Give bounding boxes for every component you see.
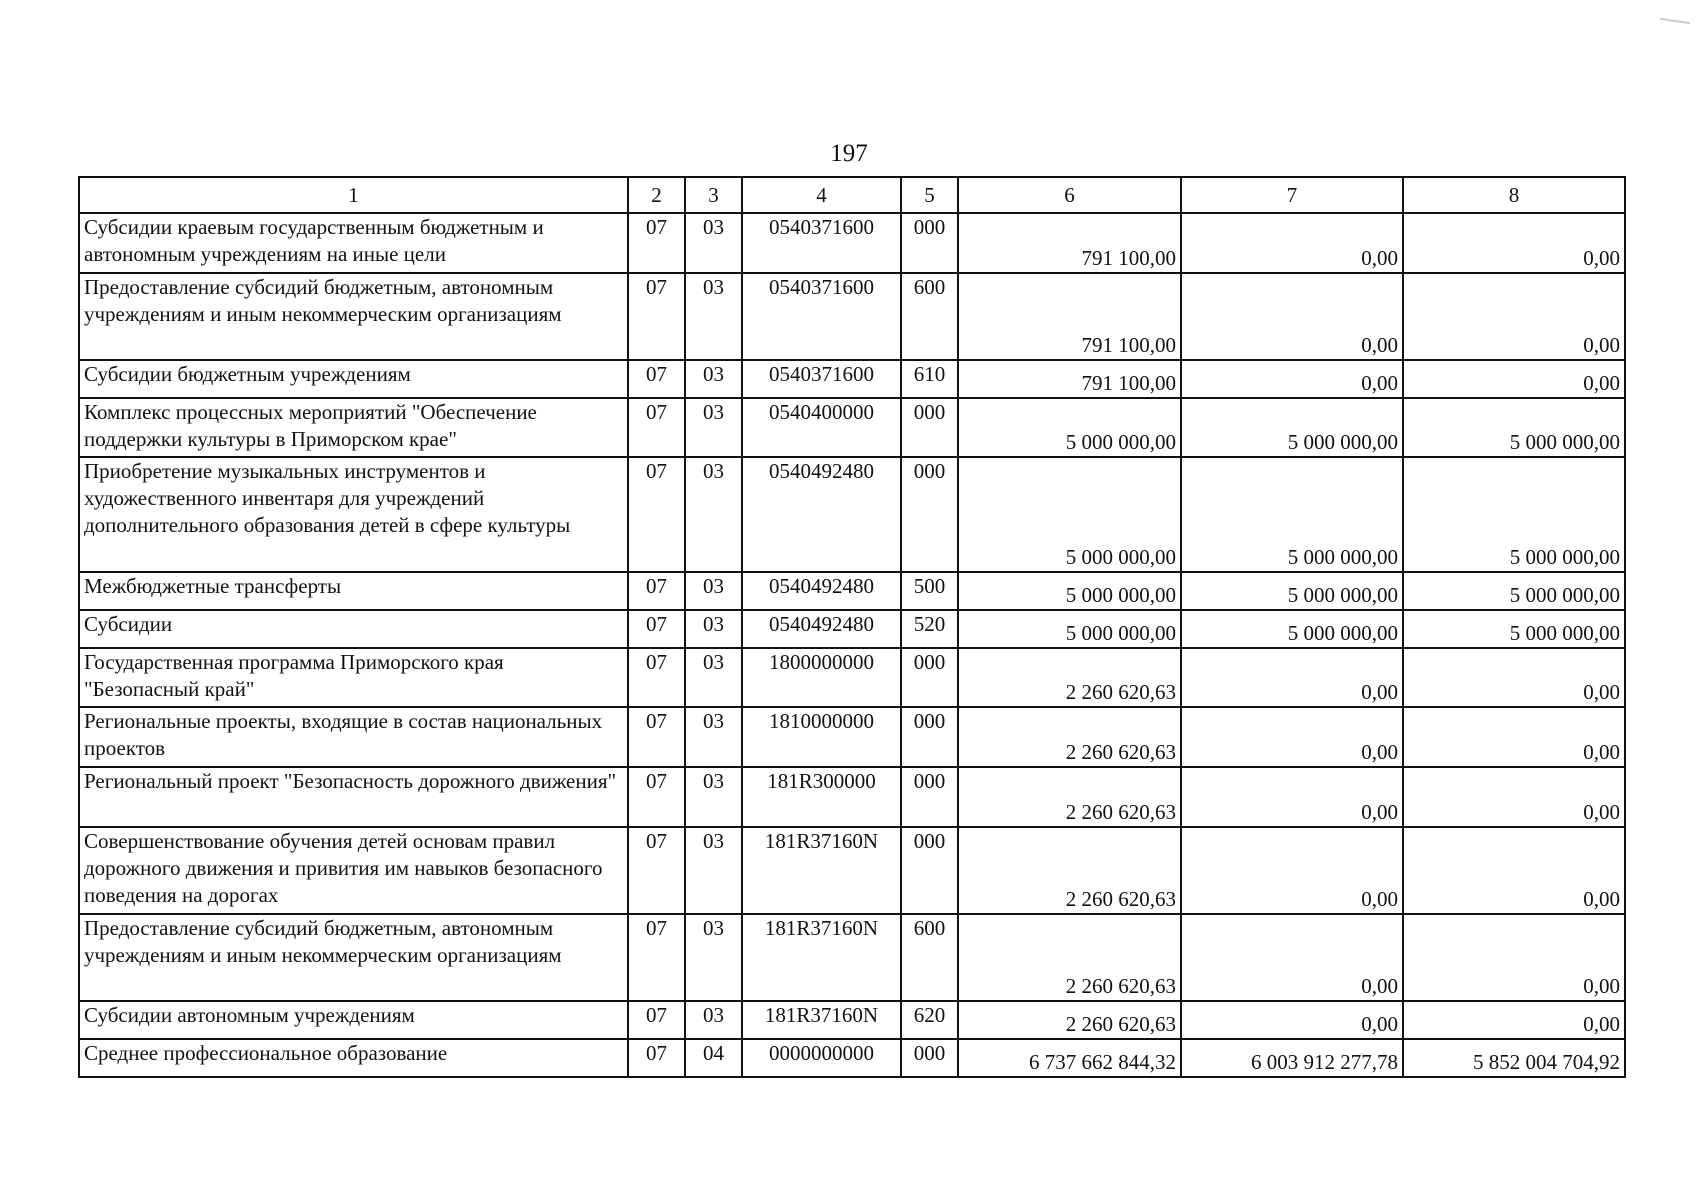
budget-table — [78, 176, 1626, 1078]
row-amount-6: 791 100,00 — [958, 360, 1181, 398]
row-target-code: 1800000000 — [742, 648, 901, 707]
row-section: 07 — [628, 360, 685, 398]
row-name: Региональный проект "Безопасность дорожного движения" — [79, 767, 628, 827]
row-expense-type: 000 — [901, 707, 958, 767]
row-expense-type: 000 — [901, 213, 958, 273]
row-amount-8: 0,00 — [1403, 767, 1625, 827]
row-name: Совершенствование обучения детей основам правил дорожного движения и привития им навыков безопасного поведения на дорогах — [79, 827, 628, 914]
row-amount-6: 5 000 000,00 — [958, 398, 1181, 457]
row-expense-type: 610 — [901, 360, 958, 398]
row-amount-6: 5 000 000,00 — [958, 457, 1181, 572]
row-amount-6: 2 260 620,63 — [958, 648, 1181, 707]
row-amount-7: 5 000 000,00 — [1181, 457, 1403, 572]
row-name: Приобретение музыкальных инструментов и художественного инвентаря для учреждений дополнительного образования детей в сфере культуры — [79, 457, 628, 572]
scan-mark — [1660, 18, 1690, 24]
row-expense-type: 620 — [901, 1001, 958, 1039]
row-target-code: 0540492480 — [742, 572, 901, 610]
header-col-3: 3 — [685, 177, 742, 213]
row-amount-7: 5 000 000,00 — [1181, 610, 1403, 648]
row-expense-type: 600 — [901, 273, 958, 360]
row-name: Субсидии бюджетным учреждениям — [79, 360, 628, 398]
row-name: Субсидии автономным учреждениям — [79, 1001, 628, 1039]
row-subsection: 04 — [685, 1039, 742, 1077]
row-section: 07 — [628, 707, 685, 767]
row-expense-type: 000 — [901, 648, 958, 707]
table-row — [79, 707, 1625, 767]
header-col-7: 7 — [1181, 177, 1403, 213]
row-amount-8: 5 000 000,00 — [1403, 398, 1625, 457]
row-amount-8: 5 000 000,00 — [1403, 610, 1625, 648]
row-amount-8: 0,00 — [1403, 914, 1625, 1001]
row-expense-type: 520 — [901, 610, 958, 648]
row-section: 07 — [628, 1039, 685, 1077]
row-amount-8: 5 000 000,00 — [1403, 457, 1625, 572]
table-row — [79, 273, 1625, 360]
table-row — [79, 457, 1625, 572]
table-row — [79, 213, 1625, 273]
row-target-code: 181R37160N — [742, 914, 901, 1001]
table-row — [79, 767, 1625, 827]
row-target-code: 0540492480 — [742, 457, 901, 572]
header-col-1: 1 — [79, 177, 628, 213]
table-row — [79, 610, 1625, 648]
row-amount-7: 0,00 — [1181, 707, 1403, 767]
header-col-4: 4 — [742, 177, 901, 213]
header-col-8: 8 — [1403, 177, 1625, 213]
row-name: Субсидии — [79, 610, 628, 648]
row-subsection: 03 — [685, 572, 742, 610]
row-amount-7: 0,00 — [1181, 1001, 1403, 1039]
row-subsection: 03 — [685, 273, 742, 360]
row-section: 07 — [628, 648, 685, 707]
row-amount-6: 5 000 000,00 — [958, 572, 1181, 610]
row-target-code: 0000000000 — [742, 1039, 901, 1077]
row-subsection: 03 — [685, 648, 742, 707]
row-amount-7: 0,00 — [1181, 767, 1403, 827]
row-amount-7: 0,00 — [1181, 648, 1403, 707]
table-row — [79, 914, 1625, 1001]
row-amount-8: 0,00 — [1403, 273, 1625, 360]
row-name: Предоставление субсидий бюджетным, автономным учреждениям и иным некоммерческим организациям — [79, 914, 628, 1001]
row-expense-type: 000 — [901, 767, 958, 827]
row-section: 07 — [628, 398, 685, 457]
row-section: 07 — [628, 914, 685, 1001]
row-subsection: 03 — [685, 1001, 742, 1039]
row-amount-8: 5 000 000,00 — [1403, 572, 1625, 610]
row-expense-type: 000 — [901, 457, 958, 572]
row-expense-type: 600 — [901, 914, 958, 1001]
row-subsection: 03 — [685, 827, 742, 914]
row-section: 07 — [628, 610, 685, 648]
row-amount-6: 2 260 620,63 — [958, 914, 1181, 1001]
row-amount-6: 2 260 620,63 — [958, 1001, 1181, 1039]
row-amount-8: 0,00 — [1403, 827, 1625, 914]
row-amount-7: 0,00 — [1181, 213, 1403, 273]
row-target-code: 181R37160N — [742, 827, 901, 914]
row-target-code: 0540371600 — [742, 273, 901, 360]
row-section: 07 — [628, 767, 685, 827]
row-section: 07 — [628, 572, 685, 610]
row-expense-type: 000 — [901, 1039, 958, 1077]
table-row — [79, 572, 1625, 610]
row-amount-6: 2 260 620,63 — [958, 827, 1181, 914]
row-subsection: 03 — [685, 360, 742, 398]
row-name: Субсидии краевым государственным бюджетным и автономным учреждениям на иные цели — [79, 213, 628, 273]
row-name: Комплекс процессных мероприятий "Обеспечение поддержки культуры в Приморском крае" — [79, 398, 628, 457]
table-row — [79, 648, 1625, 707]
row-amount-7: 0,00 — [1181, 273, 1403, 360]
row-subsection: 03 — [685, 707, 742, 767]
row-target-code: 0540371600 — [742, 213, 901, 273]
row-section: 07 — [628, 273, 685, 360]
row-subsection: 03 — [685, 767, 742, 827]
row-subsection: 03 — [685, 610, 742, 648]
row-section: 07 — [628, 1001, 685, 1039]
table-row — [79, 360, 1625, 398]
row-amount-8: 0,00 — [1403, 1001, 1625, 1039]
row-subsection: 03 — [685, 914, 742, 1001]
row-target-code: 0540492480 — [742, 610, 901, 648]
row-section: 07 — [628, 827, 685, 914]
row-amount-7: 6 003 912 277,78 — [1181, 1039, 1403, 1077]
table-row — [79, 1039, 1625, 1077]
row-target-code: 181R300000 — [742, 767, 901, 827]
row-target-code: 0540400000 — [742, 398, 901, 457]
page-number: 197 — [830, 140, 868, 167]
row-target-code: 181R37160N — [742, 1001, 901, 1039]
row-amount-8: 0,00 — [1403, 360, 1625, 398]
row-expense-type: 000 — [901, 827, 958, 914]
table-row — [79, 827, 1625, 914]
row-target-code: 1810000000 — [742, 707, 901, 767]
row-name: Предоставление субсидий бюджетным, автономным учреждениям и иным некоммерческим организациям — [79, 273, 628, 360]
row-amount-6: 2 260 620,63 — [958, 767, 1181, 827]
row-amount-6: 2 260 620,63 — [958, 707, 1181, 767]
header-col-2: 2 — [628, 177, 685, 213]
row-amount-7: 5 000 000,00 — [1181, 398, 1403, 457]
row-amount-7: 5 000 000,00 — [1181, 572, 1403, 610]
row-amount-7: 0,00 — [1181, 827, 1403, 914]
row-expense-type: 000 — [901, 398, 958, 457]
row-section: 07 — [628, 457, 685, 572]
row-name: Региональные проекты, входящие в состав национальных проектов — [79, 707, 628, 767]
row-amount-7: 0,00 — [1181, 360, 1403, 398]
row-subsection: 03 — [685, 457, 742, 572]
header-col-5: 5 — [901, 177, 958, 213]
row-amount-7: 0,00 — [1181, 914, 1403, 1001]
row-amount-6: 791 100,00 — [958, 273, 1181, 360]
table-row — [79, 1001, 1625, 1039]
row-amount-8: 5 852 004 704,92 — [1403, 1039, 1625, 1077]
row-amount-6: 6 737 662 844,32 — [958, 1039, 1181, 1077]
row-subsection: 03 — [685, 213, 742, 273]
row-name: Межбюджетные трансферты — [79, 572, 628, 610]
row-amount-8: 0,00 — [1403, 648, 1625, 707]
header-row — [79, 177, 1625, 213]
row-target-code: 0540371600 — [742, 360, 901, 398]
row-amount-8: 0,00 — [1403, 213, 1625, 273]
table-row — [79, 398, 1625, 457]
row-amount-6: 791 100,00 — [958, 213, 1181, 273]
row-amount-6: 5 000 000,00 — [958, 610, 1181, 648]
row-expense-type: 500 — [901, 572, 958, 610]
header-col-6: 6 — [958, 177, 1181, 213]
row-name: Среднее профессиональное образование — [79, 1039, 628, 1077]
row-subsection: 03 — [685, 398, 742, 457]
row-amount-8: 0,00 — [1403, 707, 1625, 767]
row-name: Государственная программа Приморского края "Безопасный край" — [79, 648, 628, 707]
row-section: 07 — [628, 213, 685, 273]
